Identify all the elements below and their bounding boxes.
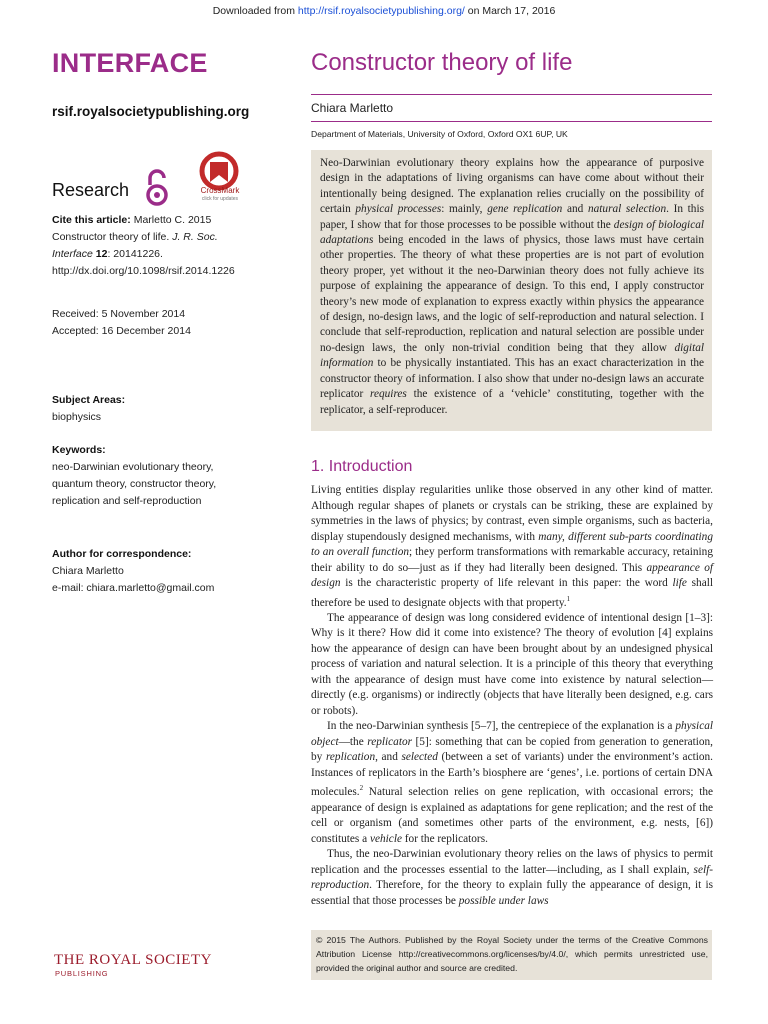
accepted-date: Accepted: 16 December 2014 xyxy=(52,325,191,337)
license-text: © 2015 The Authors. Published by the Royal Society under the terms of the Creative Commons Attribution License http://creativecommons.org/licenses/by/4.0/, which permits unrestricted use, provided the original author and source are credited. xyxy=(316,935,708,973)
article-type: Research xyxy=(52,180,130,200)
journal-logo: INTERFACE xyxy=(52,48,208,78)
download-notice: Downloaded from http://rsif.royalsocietypublishing.org/ on March 17, 2016 xyxy=(212,5,556,17)
received-date: Received: 5 November 2014 xyxy=(52,308,186,320)
download-link[interactable]: http://rsif.royalsocietypublishing.org/ xyxy=(297,5,465,17)
section-heading-introduction: 1. Introduction xyxy=(311,458,413,475)
royal-society-publishing: PUBLISHING xyxy=(55,969,109,978)
affiliation: Department of Materials, University of Oxford, Oxford OX1 6UP, UK xyxy=(311,129,568,139)
article-dates xyxy=(52,306,252,340)
crossmark-sub: click for updates xyxy=(201,196,239,202)
body-text xyxy=(311,483,713,909)
correspondence: Author for correspondence: Chiara Marletto e-mail: chiara.marletto@gmail.com xyxy=(52,546,252,597)
subject-areas: Subject Areas: biophysics xyxy=(52,394,126,423)
paragraph: The appearance of design was long considered evidence of intentional design [1–3]: Why is it there? How did it come into existence? The theory of evolution [4] explains how the appearance of design can have been brought about by an undesigned physical process of variation and natural selection. It is a principle of this theory that everything with the appearance of design must have come into existence by natural selection—directly (e.g. organisms) or indirectly (objects that have literally been designed, e.g. cars or robots). xyxy=(311,611,713,717)
abstract: Neo-Darwinian evolutionary theory explains how the appearance of purposive design in the adaptations of living organisms can have come about without their intentionally being designed. The explanation relies crucially on the possibility of certain physical processes: mainly, gene replication and natural selection. In this paper, I show that for those processes to be possible without the design of biological adaptations being encoded in the laws of physics, those laws must have certain other properties. The theory of what these properties are is not part of evolution theory proper, yet without it the neo-Darwinian theory does not fully achieve its purpose of explaining the appearance of design. To this end, I apply constructor theory’s new mode of explanation to express exactly within physics the appearance of design, no-design laws, and the logic of self-reproduction and natural selection. I conclude that self-reproduction, replication and natural selection are possible under no-design laws, the only non-trivial condition being that they allow digital information to be physically instantiated. This has an exact characterization in the constructor theory of information. I also show that under no-design laws an accurate replicator requires the existence of a ‘vehicle’ constituting, together with the replicator, a self-reproducer. xyxy=(320,157,704,416)
correspondence-email[interactable]: e-mail: chiara.marletto@gmail.com xyxy=(52,582,215,594)
open-access-icon xyxy=(142,167,172,207)
crossmark-label: CrossMark xyxy=(200,186,240,195)
keywords: Keywords: neo-Darwinian evolutionary theory, quantum theory, constructor theory, replication and self-reproduction xyxy=(52,444,217,507)
author-name: Chiara Marletto xyxy=(311,101,394,115)
citation: Cite this article: Marletto C. 2015 Constructor theory of life. J. R. Soc. Interface 12: 20141226. http://dx.doi.org/10.1098/rsif.2014.1226 xyxy=(52,214,235,277)
citation-doi[interactable]: http://dx.doi.org/10.1098/rsif.2014.1226 xyxy=(52,265,235,277)
page-title: Constructor theory of life xyxy=(311,49,573,76)
paragraph: Living entities display regularities unlike those observed in any other kind of matter. Although regular shapes of planets or crystals can be striking, these are explained by symmetries in the laws of physics; by contrast, even simple organisms, such as bacteria, display stupendously designed mechanisms, with many, different sub-parts coordinating to an overall function; they perform transformations with remarkable accuracy, retaining their ability to do so—just as if they had literally been designed. This appearance of design is the characteristic property of life relevant in this paper: the word life shall therefore be used to designate objects with that property.$^1$ xyxy=(311,484,713,609)
royal-society-logo: THE ROYAL SOCIETY xyxy=(54,952,212,968)
paragraph: In the neo-Darwinian synthesis [5–7], the centrepiece of the explanation is a physical object—the replicator [5]: something that can be copied from generation to generation, by replication, and selected (between a set of variants) under the environment’s action. Instances of replicators in the Earth’s biosphere are ‘genes’, i.e. portions of certain DNA molecules.$^2$ Natural selection relies on gene replication, with occasional errors; the appearance of design is explained as adaptations for gene replication; and the rest of the cell or organism (and sometimes other parts of the environment, e.g. nests, [6]) constitutes a vehicle for the replicators. xyxy=(311,720,713,845)
title-divider xyxy=(311,94,712,95)
author-divider xyxy=(311,121,712,122)
journal-url[interactable]: rsif.royalsocietypublishing.org xyxy=(52,104,250,119)
paragraph: Thus, the neo-Darwinian evolutionary theory relies on the laws of physics to permit replication and the processes essential to the latter—including, as I shall explain, self-reproduction. Therefore, for the theory to explain fully the appearance of design, it is essential that those processes be possible under laws xyxy=(311,848,713,907)
